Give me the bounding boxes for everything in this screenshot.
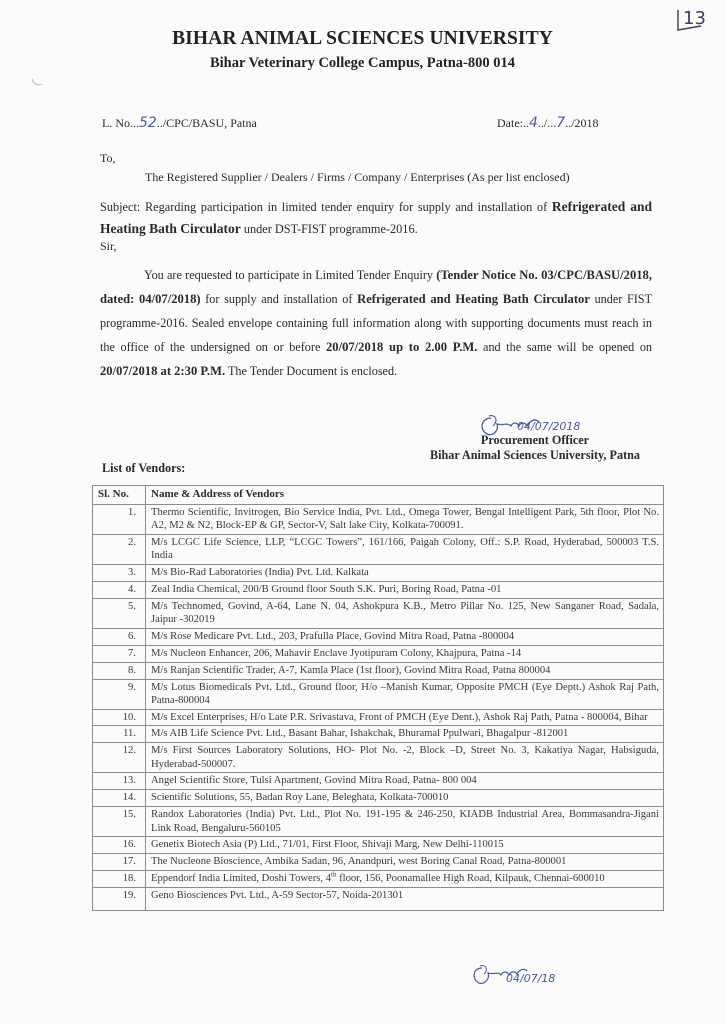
table-row bbox=[93, 504, 664, 534]
row-sl: 2. bbox=[93, 534, 146, 564]
body-text-1: You are requested to participate in Limited Tender Enquiry bbox=[144, 268, 433, 282]
row-address: M/s Rose Medicare Pvt. Ltd., 203, Prafulla Place, Govind Mitra Road, Patna -800004 bbox=[146, 628, 664, 645]
margin-mark bbox=[30, 76, 44, 94]
officer-organization: Bihar Animal Sciences University, Patna bbox=[429, 448, 640, 462]
subject-item: Refrigerated and Heating Bath Circulator bbox=[100, 199, 652, 236]
campus-address: Bihar Veterinary College Campus, Patna-800 014 bbox=[209, 55, 516, 71]
body-text-5: The Tender Document is enclosed. bbox=[227, 364, 398, 378]
table-row bbox=[93, 564, 664, 581]
row-sl: 6. bbox=[93, 628, 146, 645]
row-sl: 14. bbox=[93, 790, 146, 807]
to-label: To, bbox=[100, 151, 116, 165]
submission-deadline: 20/07/2018 up to 2.00 P.M. bbox=[325, 340, 478, 354]
row-sl: 18. bbox=[93, 871, 146, 888]
table-row bbox=[93, 887, 664, 910]
body-item: Refrigerated and Heating Bath Circulator bbox=[357, 292, 590, 306]
vendors-table bbox=[92, 485, 664, 911]
officer-designation: Procurement Officer bbox=[480, 433, 590, 447]
page-number-text: 13 bbox=[683, 8, 706, 29]
row-sl: 3. bbox=[93, 564, 146, 581]
table-row bbox=[93, 837, 664, 854]
body-paragraph bbox=[100, 263, 652, 383]
row-address: M/s LCGC Life Science, LLP, “LCGC Towers”, 161/166, Paigah Colony, Off.: S.P. Road, Hyderabad, 500003 T.S. India bbox=[146, 534, 664, 564]
row-sl: 15. bbox=[93, 807, 146, 837]
row-address bbox=[146, 871, 664, 888]
row-sl: 19. bbox=[93, 887, 146, 910]
row-address: Geno Biosciences Pvt. Ltd., A-59 Sector-57, Noida-201301 bbox=[146, 887, 664, 910]
row-address-part: floor, 156, Poonamallee High Road, Kilpauk, Chennai-600010 bbox=[336, 873, 605, 884]
table-row bbox=[93, 679, 664, 709]
table-row bbox=[93, 628, 664, 645]
row-address-superscript: th bbox=[331, 870, 337, 879]
date-suffix: ../2018 bbox=[565, 116, 599, 130]
table-row bbox=[93, 726, 664, 743]
body-text-2: for supply and installation of bbox=[205, 292, 353, 306]
row-address: M/s Bio-Rad Laboratories (India) Pvt. Ltd. Kalkata bbox=[146, 564, 664, 581]
signatory-block bbox=[390, 433, 680, 463]
row-sl: 9. bbox=[93, 679, 146, 709]
salutation: Sir, bbox=[100, 239, 117, 253]
row-sl: 8. bbox=[93, 662, 146, 679]
tender-notice: (Tender Notice No. 03/CPC/BASU/2018, dated: 04/07/2018) bbox=[100, 268, 652, 306]
table-row bbox=[93, 807, 664, 837]
row-sl: 17. bbox=[93, 854, 146, 871]
row-sl: 1. bbox=[93, 504, 146, 534]
row-address: M/s Nucleon Enhancer, 206, Mahavir Enclave Jyotipuram Colony, Khajpura, Patna -14 bbox=[146, 645, 664, 662]
table-row bbox=[93, 662, 664, 679]
row-sl: 7. bbox=[93, 645, 146, 662]
column-header-sl-no: Sl. No. bbox=[93, 486, 146, 505]
row-sl: 13. bbox=[93, 773, 146, 790]
table-row bbox=[93, 871, 664, 888]
letter-date bbox=[497, 115, 599, 131]
table-header-row bbox=[93, 486, 664, 505]
table-row bbox=[93, 645, 664, 662]
letter-number bbox=[102, 115, 257, 131]
row-address: Angel Scientific Store, Tulsi Apartment, Govind Mitra Road, Patna- 800 004 bbox=[146, 773, 664, 790]
university-name: BIHAR ANIMAL SCIENCES UNIVERSITY bbox=[172, 28, 553, 49]
row-address: Scientific Solutions, 55, Badan Roy Lane, Beleghata, Kolkata-700010 bbox=[146, 790, 664, 807]
letter-number-suffix: ../CPC/BASU, Patna bbox=[156, 116, 257, 130]
subject-lead: Subject: Regarding participation in limited tender enquiry for supply and installation of bbox=[100, 200, 548, 214]
row-address: Randox Laboratories (India) Pvt. Ltd., Plot No. 191-195 & 246-250, KIADB Industrial Area, Bommasandra-Jigani Link Road, Bengaluru-560105 bbox=[146, 807, 664, 837]
signature-date: 04/07/2018 bbox=[517, 420, 581, 433]
row-address: M/s Excel Enterprises, H/o Late P.R. Srivastava, Front of PMCH (Eye Dent.), Ashok Raj Path, Patna - 800004, Bihar bbox=[146, 709, 664, 726]
table-row bbox=[93, 709, 664, 726]
date-month: 7 bbox=[556, 115, 566, 131]
letter-number-handwritten: 52 bbox=[139, 115, 157, 131]
row-address: M/s Technomed, Govind, A-64, Lane N. 04, Ashokpura K.B., Metro Pillar No. 125, New Sanganer Road, Sadala, Jaipur -302019 bbox=[146, 598, 664, 628]
row-sl: 11. bbox=[93, 726, 146, 743]
row-address: Zeal India Chemical, 200/B Ground floor South S.K. Puri, Boring Road, Patna -01 bbox=[146, 581, 664, 598]
row-address: The Nucleone Bioscience, Ambika Sadan, 96, Anandpuri, west Boring Canal Road, Patna-800001 bbox=[146, 854, 664, 871]
row-address: Genetix Biotech Asia (P) Ltd., 71/01, First Floor, Shivaji Marg, New Delhi-110015 bbox=[146, 837, 664, 854]
body-text-4: and the same will be opened on bbox=[483, 340, 653, 354]
row-address-part: Eppendorf India Limited, Doshi Towers, 4 bbox=[151, 873, 332, 884]
table-row bbox=[93, 743, 664, 773]
subject bbox=[100, 196, 652, 240]
row-sl: 16. bbox=[93, 837, 146, 854]
table-row bbox=[93, 598, 664, 628]
date-prefix: Date:.. bbox=[497, 116, 529, 130]
column-header-name-address: Name & Address of Vendors bbox=[146, 486, 664, 505]
footer-signature bbox=[470, 962, 560, 997]
row-address: Thermo Scientific, Invitrogen, Bio Service India, Pvt. Ltd., Omega Tower, Bengal Intelligent Park, 5th floor, Plot No. A2, M2 & N2, Block-EP & GP, Sector-V, Salt lake City, Kolkata-700091. bbox=[146, 504, 664, 534]
body-text-3: under FIST programme-2016. Sealed envelope containing full information along with supporting documents must reach in the office of the undersigned on or before bbox=[100, 292, 653, 354]
footer-signature-date: 04/07/18 bbox=[506, 972, 556, 985]
row-sl: 4. bbox=[93, 581, 146, 598]
opening-datetime: 20/07/2018 at 2:30 P.M. bbox=[100, 364, 226, 378]
table-row bbox=[93, 581, 664, 598]
row-sl: 12. bbox=[93, 743, 146, 773]
row-address: M/s First Sources Laboratory Solutions, HO- Plot No. -2, Block –D, Street No. 3, Kakatiya Nagar, Habsiguda, Hyderabad-500007. bbox=[146, 743, 664, 773]
row-address: M/s AIB Life Science Pvt. Ltd., Basant Bahar, Ishakchak, Bhuramal Ppulwari, Bhagalpur -812001 bbox=[146, 726, 664, 743]
vendors-list-title: List of Vendors: bbox=[102, 461, 186, 475]
row-address: M/s Ranjan Scientific Trader, A-7, Kamla Place (1st floor), Govind Mitra Road, Patna 800004 bbox=[146, 662, 664, 679]
date-sep: ../... bbox=[537, 116, 557, 130]
table-row bbox=[93, 790, 664, 807]
table-row bbox=[93, 773, 664, 790]
letter-number-prefix: L. No... bbox=[102, 116, 139, 130]
row-address: M/s Lotus Biomedicals Pvt. Ltd., Ground floor, H/o –Manish Kumar, Opposite PMCH (Eye Deptt.) Ashok Raj Path, Patna-800004 bbox=[146, 679, 664, 709]
table-row bbox=[93, 534, 664, 564]
date-day: 4 bbox=[529, 115, 538, 131]
row-sl: 5. bbox=[93, 598, 146, 628]
recipients: The Registered Supplier / Dealers / Firms / Company / Enterprises (As per list enclosed) bbox=[145, 170, 570, 184]
subject-tail: under DST-FIST programme-2016. bbox=[243, 222, 418, 236]
row-sl: 10. bbox=[93, 709, 146, 726]
table-row bbox=[93, 854, 664, 871]
